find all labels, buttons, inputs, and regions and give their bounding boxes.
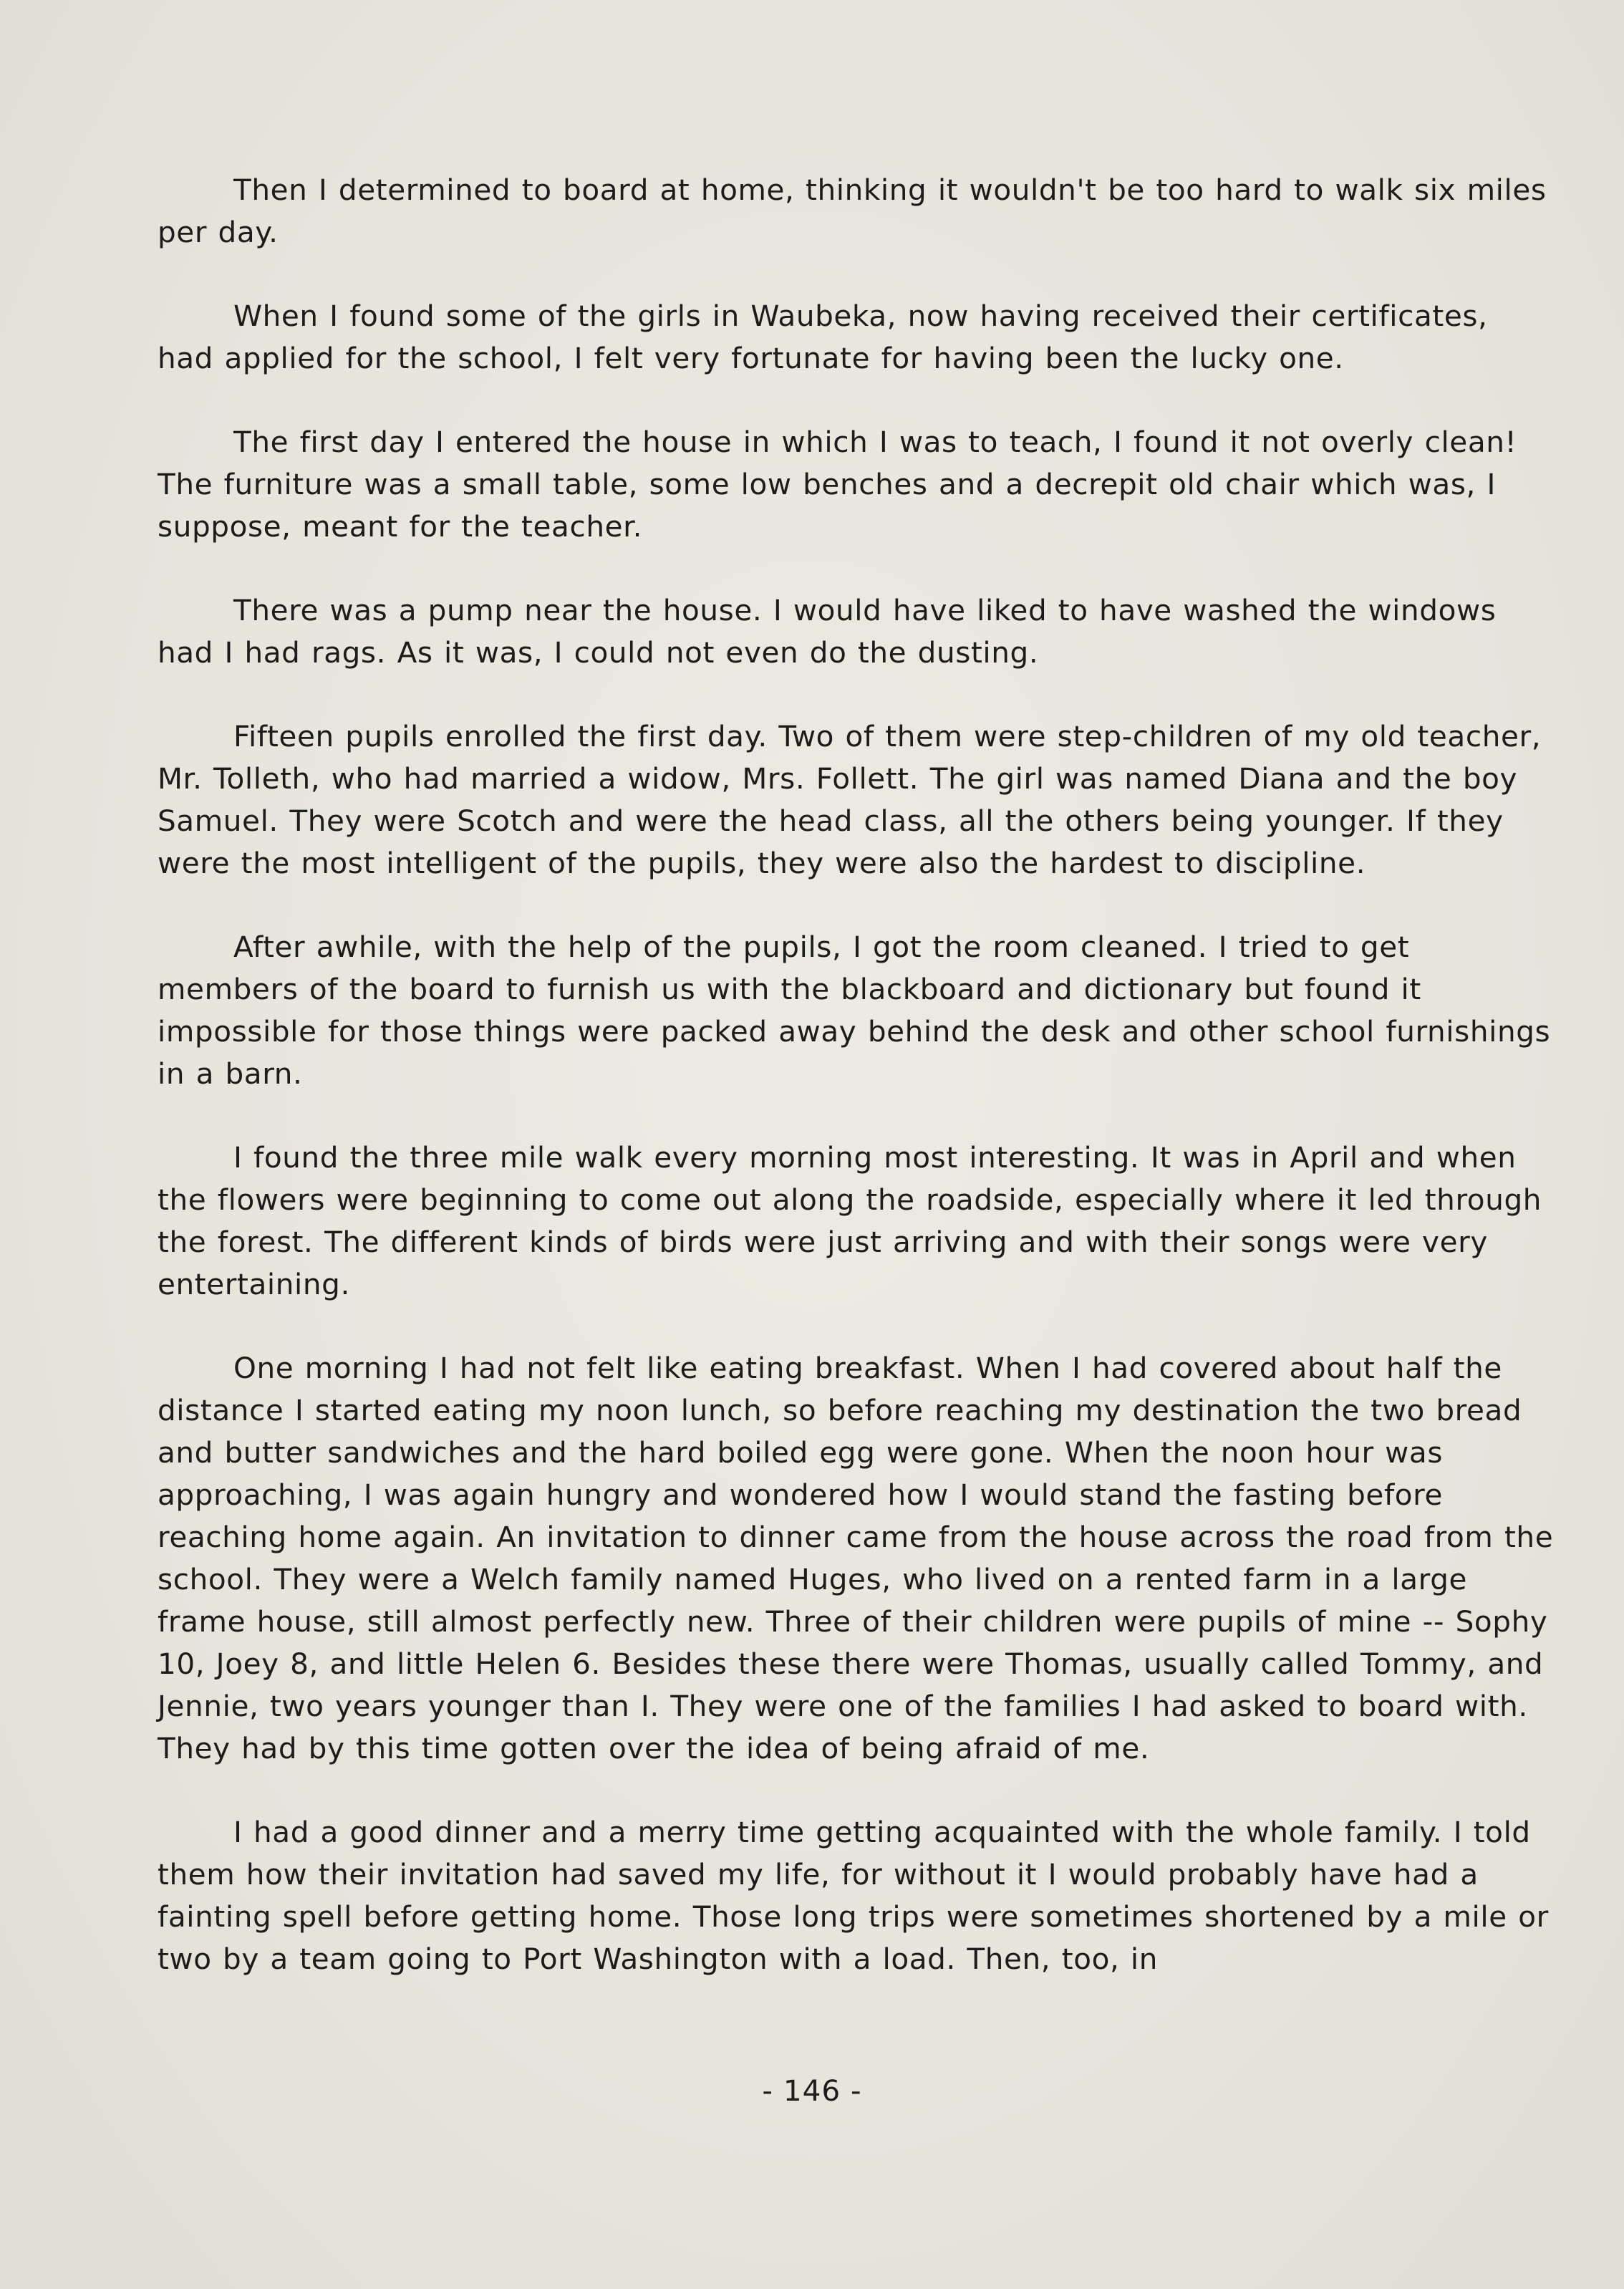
paragraph: I had a good dinner and a merry time getting acquainted with the whole family. I told them how their invitation had saved my life, for without it I would probably have had a fainting spell before getting home. Those long trips were sometimes shortened by a mile or two by a team going to Port Washington with a load. Then, too, in: [158, 1815, 1549, 1976]
paragraph: The first day I entered the house in which I was to teach, I found it not overly clean! The furniture was a small table, some low benches and a decrepit old chair which was, I suppose, meant for the teacher.: [158, 425, 1517, 544]
paragraph: There was a pump near the house. I would have liked to have washed the windows had I had rags. As it was, I could not even do the dusting.: [158, 593, 1497, 670]
document-body: [158, 169, 1554, 2022]
paragraph: One morning I had not felt like eating breakfast. When I had covered about half the distance I started eating my noon lunch, so before reaching my destination the two bread and butter sandwiches and the hard boiled egg were gone. When the noon hour was approaching, I was again hungry and wondered how I would stand the fasting before reaching home again. An invitation to dinner came from the house across the road from the school. They were a Welch family named Huges, who lived on a rented farm in a large frame house, still almost perfectly new. Three of their children were pupils of mine -- Sophy 10, Joey 8, and little Helen 6. Besides these there were Thomas, usually called Tommy, and Jennie, two years younger than I. They were one of the families I had asked to board with. They had by this time gotten over the idea of being afraid of me.: [158, 1351, 1554, 1765]
paragraph: Then I determined to board at home, thinking it wouldn't be too hard to walk six miles per day.: [158, 173, 1547, 249]
page-number: - 146 -: [762, 2073, 862, 2108]
paragraph: I found the three mile walk every morning most interesting. It was in April and when the flowers were beginning to come out along the roadside, especially where it led through the forest. The different kinds of birds were just arriving and with their songs were very entertaining.: [158, 1140, 1542, 1301]
paragraph: Fifteen pupils enrolled the first day. Two of them were step-children of my old teacher, Mr. Tolleth, who had married a widow, Mrs. Follett. The girl was named Diana and the boy Samuel. They were Scotch and were the head class, all the others being younger. If they were the most intelligent of the pupils, they were also the hardest to discipline.: [158, 719, 1542, 880]
paragraph: When I found some of the girls in Waubeka, now having received their certificates, had applied for the school, I felt very fortunate for having been the lucky one.: [158, 299, 1488, 375]
paragraph: After awhile, with the help of the pupils, I got the room cleaned. I tried to get members of the board to furnish us with the blackboard and dictionary but found it impossible for those things were packed away behind the desk and other school furnishings in a barn.: [158, 930, 1551, 1091]
